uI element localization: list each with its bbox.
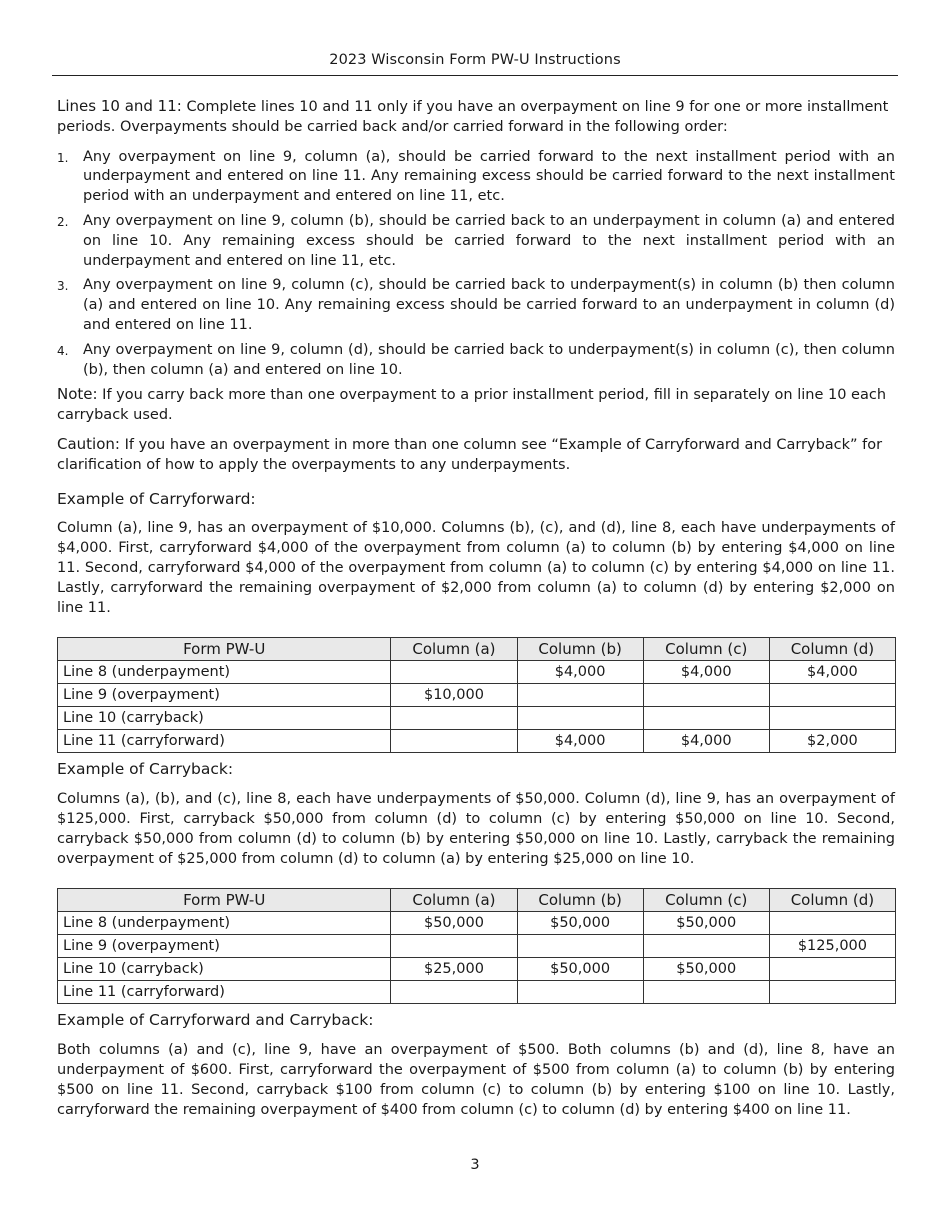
table-cell: $50,000 — [643, 912, 769, 935]
table-cell — [769, 981, 895, 1004]
list-item-text: Any overpayment on line 9, column (a), should be carried forward to the next installment period with an underpayment and entered on line 11. Any remaining excess should be carried forward to the next installment period with an underpayment and entered on line 11, etc. — [83, 148, 895, 205]
table-cell — [643, 935, 769, 958]
table-row — [58, 912, 896, 935]
table-cell: $4,000 — [517, 730, 643, 753]
table-cell — [643, 707, 769, 730]
table-cell — [391, 981, 517, 1004]
caution-paragraph — [57, 435, 895, 476]
column-header: Column (b) — [517, 638, 643, 661]
row-label: Line 9 (overpayment) — [58, 935, 391, 958]
table-row — [58, 981, 896, 1004]
table-row — [58, 684, 896, 707]
note-lead: Note: — [57, 385, 98, 404]
intro-lead: Lines 10 and 11: — [57, 97, 182, 115]
caution-lead: Caution: — [57, 434, 120, 453]
table-cell: $2,000 — [769, 730, 895, 753]
table-cell — [643, 981, 769, 1004]
page-number: 3 — [470, 1157, 480, 1173]
table-cell: $10,000 — [391, 684, 517, 707]
row-label: Line 10 (carryback) — [58, 707, 391, 730]
row-label: Line 9 (overpayment) — [58, 684, 391, 707]
table-cell — [769, 707, 895, 730]
table-row — [58, 730, 896, 753]
lines-10-11-intro — [57, 97, 895, 138]
header-divider — [52, 75, 898, 76]
table-cell — [391, 661, 517, 684]
list-item — [57, 276, 895, 335]
table-cell: $125,000 — [769, 935, 895, 958]
list-item — [57, 341, 895, 381]
table-cell: $4,000 — [769, 661, 895, 684]
page-header: 2023 Wisconsin Form PW-U Instructions — [329, 52, 621, 68]
example-carryforward-body: Column (a), line 9, has an overpayment of $10,000. Columns (b), (c), and (d), line 8, each have underpayments of $4,000. First, carryforward $4,000 of the overpayment from column (a) to column (b) by entering $4,000 on line 11. Second, carryforward $4,000 of the overpayment from column (a) to column (c) by entering $4,000 on line 11. Lastly, carryforward the remaining overpayment of $2,000 from column (a) to column (d) by entering $2,000 on line 11. — [57, 520, 895, 616]
table-cell — [517, 707, 643, 730]
row-label: Line 10 (carryback) — [58, 958, 391, 981]
list-item-number: 3. — [57, 279, 69, 294]
list-item-number: 1. — [57, 150, 69, 165]
carry-order-list — [57, 148, 895, 381]
column-header: Form PW-U — [58, 889, 391, 912]
list-item — [57, 212, 895, 271]
example-carryforward-carryback-title: Example of Carryforward and Carryback: — [57, 1011, 374, 1030]
intro-text: Complete lines 10 and 11 only if you have an overpayment on line 9 for one or more installment periods. Overpayments should be carried back and/or carried forward in the following order: — [57, 99, 889, 135]
list-item-number: 2. — [57, 214, 69, 229]
column-header: Column (c) — [643, 638, 769, 661]
row-label: Line 11 (carryforward) — [58, 730, 391, 753]
list-item-text: Any overpayment on line 9, column (c), should be carried back to underpayment(s) in column (b) then column (a) and entered on line 10. Any remaining excess should be carried forward to an underpayment in column (d) and entered on line 11. — [83, 277, 895, 333]
caution-text: If you have an overpayment in more than one column see “Example of Carryforward and Carryback” for clarification of how to apply the overpayments to any underpayments. — [57, 436, 883, 473]
list-item-text: Any overpayment on line 9, column (b), should be carried back to an underpayment in column (a) and entered on line 10. Any remaining excess should be carried forward to the next installment period with an underpayment and entered on line 11, etc. — [83, 212, 895, 269]
row-label: Line 11 (carryforward) — [58, 981, 391, 1004]
list-item-text: Any overpayment on line 9, column (d), should be carried back to underpayment(s) in column (c), then column (b), then column (a) and entered on line 10. — [83, 341, 895, 378]
note-text: If you carry back more than one overpayment to a prior installment period, fill in separately on line 10 each carryback used. — [57, 387, 887, 424]
table-cell — [769, 684, 895, 707]
table-cell — [517, 935, 643, 958]
table-cell: $4,000 — [643, 730, 769, 753]
example-carryforward-carryback-body: Both columns (a) and (c), line 9, have an overpayment of $500. Both columns (b) and (d), line 8, have an underpayment of $600. First, carryforward the overpayment of $500 from column (a) to column (b) by entering $500 on line 11. Second, carryback $100 from column (c) to column (b) by entering $100 on line 10. Lastly, carryforward the remaining overpayment of $400 from column (c) to column (d) by entering $400 on line 11. — [57, 1042, 895, 1118]
instructions-content — [57, 97, 895, 1120]
carryback-table — [57, 888, 896, 1004]
table-cell: $25,000 — [391, 958, 517, 981]
table-cell: $50,000 — [517, 912, 643, 935]
column-header: Column (a) — [391, 889, 517, 912]
table-row — [58, 707, 896, 730]
column-header: Column (d) — [769, 889, 895, 912]
table-cell — [517, 981, 643, 1004]
column-header: Form PW-U — [58, 638, 391, 661]
table-row — [58, 935, 896, 958]
example-carryback-title: Example of Carryback: — [57, 760, 234, 779]
column-header: Column (d) — [769, 638, 895, 661]
table-row — [58, 958, 896, 981]
table-cell: $50,000 — [517, 958, 643, 981]
table-cell — [391, 707, 517, 730]
table-cell — [769, 958, 895, 981]
table-row — [58, 661, 896, 684]
table-cell: $4,000 — [643, 661, 769, 684]
note-paragraph — [57, 385, 895, 426]
example-carryforward-title: Example of Carryforward: — [57, 489, 256, 508]
table-cell: $4,000 — [517, 661, 643, 684]
row-label: Line 8 (underpayment) — [58, 661, 391, 684]
column-header: Column (b) — [517, 889, 643, 912]
list-item-number: 4. — [57, 343, 69, 358]
row-label: Line 8 (underpayment) — [58, 912, 391, 935]
column-header: Column (c) — [643, 889, 769, 912]
list-item — [57, 148, 895, 207]
table-cell — [517, 684, 643, 707]
table-cell: $50,000 — [391, 912, 517, 935]
table-header-row — [58, 889, 896, 912]
table-header-row — [58, 638, 896, 661]
table-cell: $50,000 — [643, 958, 769, 981]
table-cell — [769, 912, 895, 935]
carryforward-table — [57, 637, 896, 753]
table-cell — [391, 935, 517, 958]
example-carryback-body: Columns (a), (b), and (c), line 8, each have underpayments of $50,000. Column (d), line 9, has an overpayment of $125,000. First, carryback $50,000 from column (d) to column (c) by entering $50,000 on line 10. Second, carryback $50,000 from column (d) to column (b) by entering $50,000 on line 10. Lastly, carryback the remaining overpayment of $25,000 from column (d) to column (a) by entering $25,000 on line 10. — [57, 791, 895, 867]
column-header: Column (a) — [391, 638, 517, 661]
table-cell — [391, 730, 517, 753]
table-cell — [643, 684, 769, 707]
